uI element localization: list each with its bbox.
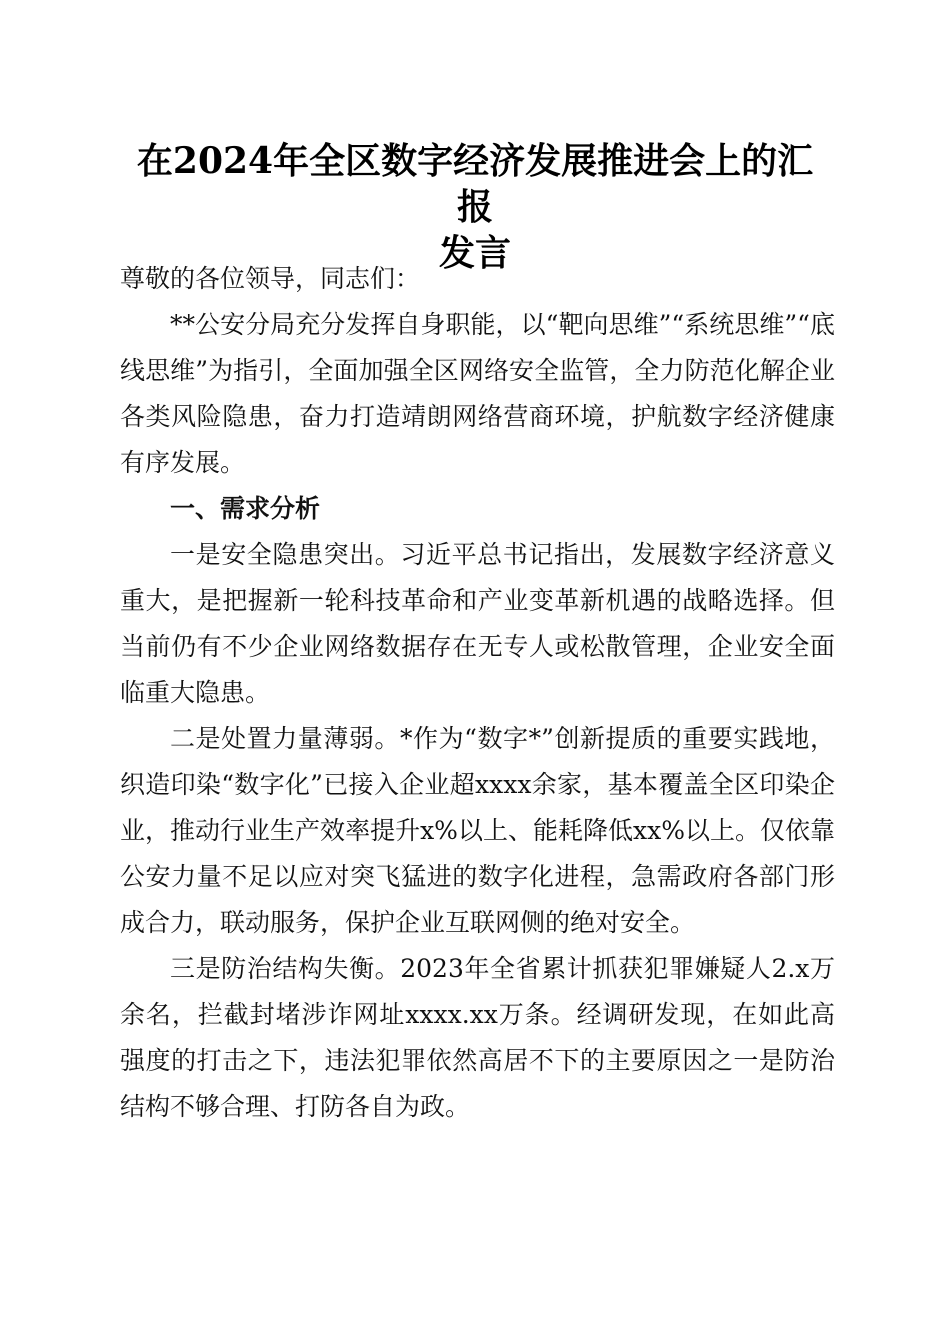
section-heading: 一、需求分析 [170, 494, 321, 523]
paragraph-3 [120, 946, 835, 1130]
salutation: 尊敬的各位领导，同志们： [120, 264, 421, 293]
paragraph-3-body: 2023年全省累计抓获犯罪嫌疑人2.x万余名，拦截封堵涉诈网址xxxx.xx万条。经调研发现，在如此高强度的打击之下，违法犯罪依然高居不下的主要原因之一是防治结构不够合理、打防各自为政。 [120, 954, 835, 1121]
paragraph-2-body: *作为“数字*”创新提质的重要实践地，织造印染“数字化”已接入企业超xxxx余家，基本覆盖全区印染企业，推动行业生产效率提升x%以上、能耗降低xx%以上。仅依靠公安力量不足以应对突飞猛进的数字化进程，急需政府各部门形成合力，联动服务，保护企业互联网侧的绝对安全。 [120, 724, 835, 937]
paragraph-1-body: 习近平总书记指出，发展数字经济意义重大，是把握新一轮科技革命和产业变革新机遇的战略选择。但当前仍有不少企业网络数据存在无专人或松散管理，企业安全面临重大隐患。 [120, 540, 835, 707]
paragraph-2 [120, 716, 835, 946]
title-line-2: 发言 [438, 232, 511, 274]
paragraph-2-lead: 二是处置力量薄弱。 [170, 724, 400, 753]
title-line-1: 在2024年全区数字经济发展推进会上的汇报 [136, 140, 814, 228]
intro-paragraph: **公安分局充分发挥自身职能，以“靶向思维”“系统思维”“底线思维”为指引，全面加强全区网络安全监管，全力防范化解企业各类风险隐患，奋力打造靖朗网络营商环境，护航数字经济健康有序发展。 [120, 310, 835, 477]
paragraph-3-lead: 三是防治结构失衡。 [170, 954, 401, 983]
paragraph-1-lead: 一是安全隐患突出。 [170, 540, 401, 569]
paragraph-1 [120, 532, 835, 716]
document-body [120, 256, 835, 1130]
